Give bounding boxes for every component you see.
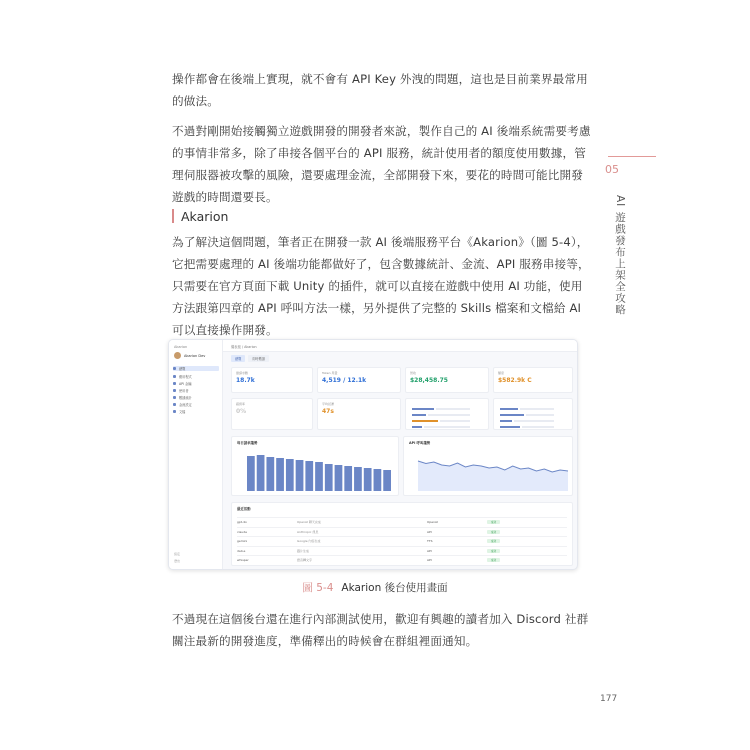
menu-dot-icon bbox=[173, 410, 176, 413]
screenshot-tab: 總覽 bbox=[231, 355, 245, 362]
screenshot-sidebar-item bbox=[173, 388, 219, 393]
row-name: gemini bbox=[237, 539, 248, 543]
figure-number: 圖 5-4 bbox=[302, 582, 334, 594]
bar bbox=[354, 467, 362, 491]
stat-value: 18.7k bbox=[236, 377, 255, 384]
bar bbox=[374, 469, 382, 491]
stat-card bbox=[493, 367, 573, 393]
stat-card bbox=[405, 367, 489, 393]
screenshot-sidebar-footer: 設定 bbox=[174, 552, 181, 556]
stat-card bbox=[231, 367, 313, 393]
status-badge: 成功 bbox=[487, 539, 500, 543]
screenshot-sidebar-label: API 金鑰 bbox=[179, 382, 192, 386]
screenshot-sidebar-label: 金流設定 bbox=[179, 403, 192, 407]
bar-chart-title: 每日請求趨勢 bbox=[237, 441, 258, 445]
row-name: dall-e bbox=[237, 548, 246, 553]
stat-label: 平均延遲 bbox=[322, 402, 335, 406]
bar bbox=[257, 455, 265, 491]
bar bbox=[344, 466, 352, 491]
stat-value: 0% bbox=[236, 408, 247, 415]
screenshot-sidebar-item bbox=[173, 381, 219, 386]
screenshot-sidebar-item bbox=[173, 395, 219, 400]
heading-marker bbox=[172, 209, 174, 223]
screenshot-sidebar-title: Akarion bbox=[174, 345, 188, 349]
figure-caption bbox=[0, 580, 750, 595]
paragraph-4: 不過現在這個後台還在進行內部測試使用，歡迎有興趣的讀者加入 Discord 社群關注最新的開發進度，準備釋出的時候會在群組裡面通知。 bbox=[172, 612, 589, 648]
progress-bars bbox=[494, 399, 574, 431]
stat-value: 47s bbox=[322, 408, 334, 415]
screenshot-sidebar-item bbox=[173, 409, 219, 414]
row-type: OpenAI bbox=[427, 520, 438, 524]
bar bbox=[315, 462, 323, 491]
table-row bbox=[237, 517, 567, 526]
screenshot-sidebar-item bbox=[173, 374, 219, 379]
activity-table bbox=[231, 502, 573, 566]
bar bbox=[364, 468, 372, 491]
menu-dot-icon bbox=[173, 389, 176, 392]
stat-card bbox=[317, 367, 401, 393]
figure-caption-text: Akarion 後台使用畫面 bbox=[341, 582, 448, 594]
screenshot-tabs bbox=[231, 355, 269, 362]
chapter-title: AI 遊戲發布上架全攻略 bbox=[614, 195, 626, 316]
row-desc: 語音轉文字 bbox=[297, 558, 313, 562]
stat-value: $28,458.75 bbox=[410, 377, 448, 384]
screenshot-breadcrumb: 儀表板 / Akarion bbox=[231, 345, 257, 349]
line-chart bbox=[404, 437, 574, 497]
row-desc: Anthropic 訊息 bbox=[297, 529, 319, 534]
line-chart-card bbox=[403, 436, 573, 496]
stat-label: 錯誤率 bbox=[236, 402, 246, 406]
section-heading bbox=[172, 207, 228, 225]
screenshot-sidebar-item bbox=[173, 402, 219, 407]
status-badge: 成功 bbox=[487, 530, 500, 534]
menu-dot-icon bbox=[173, 396, 176, 399]
row-name: claude bbox=[237, 529, 247, 534]
stat-value: $582.9k C bbox=[498, 377, 532, 384]
bar bbox=[247, 456, 255, 491]
stat-label: 額度 bbox=[498, 371, 505, 375]
bar bbox=[305, 461, 313, 491]
akarion-dashboard-screenshot bbox=[168, 339, 578, 570]
row-desc: 圖片生成 bbox=[297, 548, 310, 553]
bar bbox=[296, 460, 304, 491]
row-desc: Google 內容生成 bbox=[297, 539, 321, 543]
row-type: API bbox=[427, 548, 432, 553]
row-type: TTS bbox=[427, 539, 433, 543]
bar bbox=[286, 459, 294, 491]
paragraph-3: 為了解決這個問題，筆者正在開發一款 AI 後端服務平台《Akarion》（圖 5-4），它把需要處理的 AI 後端功能都做好了，包含數據統計、金流、API 服務串接等，只需要在官方頁面下載 Unity 的插件，就可以直接在遊戲中使用 AI 功能，使用方法跟第四章的 API 呼叫方法一樣，另外提供了完整的 Skills 檔案和文檔給 AI 可以直接操作開發。 bbox=[172, 235, 590, 337]
progress-card bbox=[405, 398, 489, 430]
table-row bbox=[237, 527, 567, 536]
progress-card bbox=[493, 398, 573, 430]
stat-label: 營收 bbox=[410, 371, 417, 375]
bar-chart bbox=[232, 437, 400, 497]
screenshot-user bbox=[174, 352, 205, 359]
row-name: gpt-4o bbox=[237, 520, 247, 524]
screenshot-sidebar-label: 應用程式 bbox=[179, 375, 192, 379]
progress-bars bbox=[406, 399, 490, 431]
row-type: API bbox=[427, 558, 432, 562]
bar-chart-card bbox=[231, 436, 399, 496]
screenshot-sidebar-label: 文檔 bbox=[179, 410, 186, 414]
line-chart-title: API 呼叫趨勢 bbox=[409, 441, 431, 445]
table-row bbox=[237, 536, 567, 545]
table-row bbox=[237, 546, 567, 555]
avatar bbox=[174, 352, 181, 359]
bar bbox=[335, 465, 343, 491]
row-type: API bbox=[427, 529, 432, 534]
section-heading-text: Akarion bbox=[181, 208, 229, 224]
stat-label: Token 用量 bbox=[322, 371, 338, 375]
bar bbox=[325, 464, 333, 491]
row-name: whisper bbox=[237, 558, 249, 562]
menu-dot-icon bbox=[173, 367, 176, 370]
screenshot-tab: 即時數據 bbox=[248, 355, 269, 362]
line-area bbox=[418, 461, 568, 491]
screenshot-sidebar-label: 使用者 bbox=[179, 389, 189, 393]
stat-label: 總請求數 bbox=[236, 371, 249, 375]
screenshot-sidebar-label: 總覽 bbox=[179, 367, 186, 371]
screenshot-topbar bbox=[223, 340, 577, 352]
side-tab-rule bbox=[608, 156, 656, 157]
table-title: 最近活動 bbox=[237, 507, 251, 511]
status-badge: 成功 bbox=[487, 558, 500, 562]
screenshot-sidebar-label: 數據統計 bbox=[179, 396, 192, 400]
paragraph-2: 不過對剛開始接觸獨立遊戲開發的開發者來說，製作自己的 AI 後端系統需要考慮的事情非常多，除了串接各個平台的 API 服務，統計使用者的額度使用數據，管理伺服器被攻擊的風險，還要處理金流，全部開發下來，要花的時間可能比開發遊戲的時間還要長。 bbox=[172, 124, 591, 204]
paragraph-1: 操作都會在後端上實現，就不會有 API Key 外洩的問題，這也是目前業界最常用的做法。 bbox=[172, 72, 588, 108]
menu-dot-icon bbox=[173, 375, 176, 378]
status-badge: 成功 bbox=[487, 520, 500, 524]
bar bbox=[266, 457, 274, 491]
chapter-number: 05 bbox=[605, 163, 619, 176]
menu-dot-icon bbox=[173, 382, 176, 385]
stat-card bbox=[231, 398, 313, 430]
bar bbox=[276, 458, 284, 491]
stat-card bbox=[317, 398, 401, 430]
screenshot-user-name: Akarion Dev bbox=[184, 353, 206, 358]
row-desc: OpenAI 聊天完成 bbox=[297, 520, 321, 524]
stat-value: 4,519 / 12.1k bbox=[322, 377, 367, 384]
screenshot-sidebar-footer: 登出 bbox=[174, 559, 181, 563]
screenshot-sidebar-item bbox=[173, 366, 219, 371]
table-row bbox=[237, 555, 567, 564]
bar bbox=[383, 470, 391, 491]
screenshot-sidebar bbox=[169, 340, 223, 569]
status-badge: 成功 bbox=[487, 549, 500, 553]
page-number: 177 bbox=[600, 694, 618, 704]
menu-dot-icon bbox=[173, 403, 176, 406]
